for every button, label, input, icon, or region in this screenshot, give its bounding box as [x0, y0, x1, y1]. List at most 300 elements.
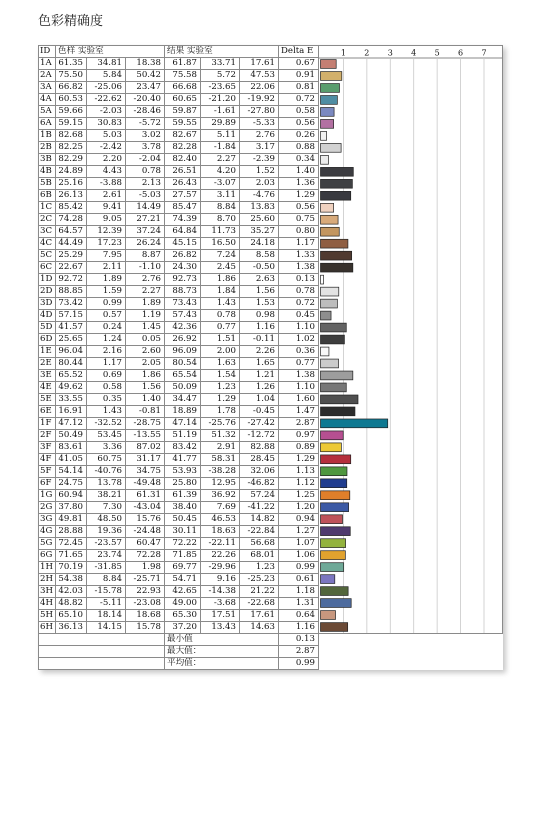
result-b: -12.72 [239, 430, 278, 442]
sample-l: 65.10 [55, 610, 86, 622]
delta-e-value: 0.64 [278, 610, 318, 622]
sample-a: 17.23 [86, 238, 125, 250]
bar-2G [320, 503, 348, 512]
result-l: 65.30 [164, 610, 200, 622]
result-a: 0.77 [200, 322, 239, 334]
row-id: 1D [39, 274, 56, 286]
sample-l: 57.15 [55, 310, 86, 322]
sample-a: 5.84 [86, 70, 125, 82]
result-l: 38.40 [164, 502, 200, 514]
summary-value: 2.87 [278, 646, 318, 658]
sample-l: 59.66 [55, 106, 86, 118]
delta-e-value: 1.02 [278, 334, 318, 346]
result-l: 64.84 [164, 226, 200, 238]
result-a: 5.72 [200, 70, 239, 82]
result-a: 4.20 [200, 166, 239, 178]
result-l: 71.85 [164, 550, 200, 562]
sample-b: -2.04 [125, 154, 164, 166]
sample-a: 7.95 [86, 250, 125, 262]
bar-4F [320, 455, 350, 464]
result-l: 41.77 [164, 454, 200, 466]
sample-b: 2.76 [125, 274, 164, 286]
result-b: 13.83 [239, 202, 278, 214]
bar-5E [320, 395, 357, 404]
sample-l: 96.04 [55, 346, 86, 358]
sample-l: 88.85 [55, 286, 86, 298]
bar-4C [320, 239, 347, 248]
sample-l: 71.65 [55, 550, 86, 562]
sample-b: 1.56 [125, 382, 164, 394]
bar-6A [320, 119, 333, 128]
result-a: 9.16 [200, 574, 239, 586]
sample-a: 2.16 [86, 346, 125, 358]
sample-b: -1.10 [125, 262, 164, 274]
result-b: -27.80 [239, 106, 278, 118]
result-a: 17.51 [200, 610, 239, 622]
row-id: 5F [39, 466, 56, 478]
result-b: 2.03 [239, 178, 278, 190]
sample-l: 41.05 [55, 454, 86, 466]
sample-a: 1.17 [86, 358, 125, 370]
bar-5C [320, 251, 351, 260]
sample-b: -23.08 [125, 598, 164, 610]
sample-a: 0.24 [86, 322, 125, 334]
bar-3D [320, 299, 337, 308]
sample-b: 2.13 [125, 178, 164, 190]
sample-l: 60.53 [55, 94, 86, 106]
sample-a: 53.45 [86, 430, 125, 442]
bar-6C [320, 263, 352, 272]
sample-a: 1.24 [86, 334, 125, 346]
result-a: 1.54 [200, 370, 239, 382]
result-b: -25.23 [239, 574, 278, 586]
sample-b: 1.89 [125, 298, 164, 310]
delta-e-value: 1.40 [278, 166, 318, 178]
result-a: 1.86 [200, 274, 239, 286]
delta-e-value: 0.77 [278, 358, 318, 370]
sample-a: 2.61 [86, 190, 125, 202]
delta-e-value: 1.16 [278, 622, 318, 634]
sample-a: -15.78 [86, 586, 125, 598]
row-id: 1C [39, 202, 56, 214]
sample-a: -2.42 [86, 142, 125, 154]
summary-spacer [39, 634, 165, 646]
summary-row [39, 658, 503, 670]
result-b: -0.45 [239, 406, 278, 418]
sample-b: -25.71 [125, 574, 164, 586]
sample-a: 60.75 [86, 454, 125, 466]
delta-e-bar-chart [319, 46, 502, 633]
row-id: 3H [39, 586, 56, 598]
bar-2C [320, 215, 338, 224]
sample-l: 92.72 [55, 274, 86, 286]
result-l: 54.71 [164, 574, 200, 586]
bar-4B [320, 167, 353, 176]
result-a: 1.63 [200, 358, 239, 370]
bar-2A [320, 72, 341, 81]
sample-l: 24.89 [55, 166, 86, 178]
delta-e-chart-cell [318, 46, 502, 634]
row-id: 2B [39, 142, 56, 154]
result-a: 1.84 [200, 286, 239, 298]
sample-b: -24.48 [125, 526, 164, 538]
sample-a: 34.81 [86, 58, 125, 70]
row-id: 1G [39, 490, 56, 502]
sample-a: 14.15 [86, 622, 125, 634]
result-l: 37.20 [164, 622, 200, 634]
result-l: 82.40 [164, 154, 200, 166]
delta-e-value: 1.38 [278, 262, 318, 274]
row-id: 5G [39, 538, 56, 550]
result-l: 34.47 [164, 394, 200, 406]
sample-b: 72.28 [125, 550, 164, 562]
sample-l: 75.50 [55, 70, 86, 82]
result-b: -27.42 [239, 418, 278, 430]
result-a: 1.78 [200, 406, 239, 418]
sample-b: 23.47 [125, 82, 164, 94]
sample-a: 18.14 [86, 610, 125, 622]
delta-e-value: 1.10 [278, 382, 318, 394]
result-b: 25.60 [239, 214, 278, 226]
result-l: 27.57 [164, 190, 200, 202]
sample-l: 61.35 [55, 58, 86, 70]
result-l: 42.36 [164, 322, 200, 334]
row-id: 3A [39, 82, 56, 94]
summary-value: 0.99 [278, 658, 318, 670]
sample-l: 72.45 [55, 538, 86, 550]
row-id: 6H [39, 622, 56, 634]
delta-e-value: 0.34 [278, 154, 318, 166]
result-l: 18.89 [164, 406, 200, 418]
row-id: 4G [39, 526, 56, 538]
header-id: ID [39, 46, 56, 58]
result-b: -22.68 [239, 598, 278, 610]
sample-a: 0.35 [86, 394, 125, 406]
result-l: 57.43 [164, 310, 200, 322]
result-b: -0.11 [239, 334, 278, 346]
result-a: 2.45 [200, 262, 239, 274]
result-l: 50.45 [164, 514, 200, 526]
result-l: 59.87 [164, 106, 200, 118]
sample-b: 2.05 [125, 358, 164, 370]
sample-b: 1.45 [125, 322, 164, 334]
bar-6D [320, 335, 344, 344]
row-id: 5C [39, 250, 56, 262]
sample-a: 30.83 [86, 118, 125, 130]
row-id: 5A [39, 106, 56, 118]
summary-label: 最大值： [164, 646, 278, 658]
x-tick-label: 1 [340, 48, 346, 58]
sample-l: 49.81 [55, 514, 86, 526]
result-b: 1.16 [239, 322, 278, 334]
sample-l: 85.42 [55, 202, 86, 214]
bar-3B [320, 155, 328, 164]
summary-chart-spacer [318, 646, 502, 658]
delta-e-value: 1.17 [278, 238, 318, 250]
row-id: 4C [39, 238, 56, 250]
sample-a: 48.50 [86, 514, 125, 526]
sample-l: 64.57 [55, 226, 86, 238]
x-tick-label: 7 [481, 48, 487, 58]
bar-5D [320, 323, 346, 332]
sample-l: 41.57 [55, 322, 86, 334]
sample-b: -0.81 [125, 406, 164, 418]
x-tick-label: 6 [457, 48, 464, 58]
bar-2F [320, 431, 343, 440]
result-l: 85.47 [164, 202, 200, 214]
result-a: 8.84 [200, 202, 239, 214]
sample-b: -5.72 [125, 118, 164, 130]
sample-a: 0.58 [86, 382, 125, 394]
sample-l: 25.29 [55, 250, 86, 262]
row-id: 4E [39, 382, 56, 394]
x-tick-label: 4 [411, 48, 417, 58]
result-b: 57.24 [239, 490, 278, 502]
sample-l: 82.29 [55, 154, 86, 166]
delta-e-value: 0.45 [278, 310, 318, 322]
result-b: 1.21 [239, 370, 278, 382]
row-id: 6B [39, 190, 56, 202]
sample-a: 1.89 [86, 274, 125, 286]
result-l: 75.58 [164, 70, 200, 82]
result-l: 45.15 [164, 238, 200, 250]
result-b: 22.06 [239, 82, 278, 94]
sample-l: 50.49 [55, 430, 86, 442]
sample-l: 16.91 [55, 406, 86, 418]
sample-a: 9.05 [86, 214, 125, 226]
result-b: 2.26 [239, 346, 278, 358]
result-b: 1.04 [239, 394, 278, 406]
result-b: 2.63 [239, 274, 278, 286]
row-id: 6F [39, 478, 56, 490]
delta-e-value: 1.31 [278, 598, 318, 610]
delta-e-value: 1.29 [278, 190, 318, 202]
result-l: 26.92 [164, 334, 200, 346]
result-l: 26.51 [164, 166, 200, 178]
sample-l: 66.82 [55, 82, 86, 94]
sample-b: 15.76 [125, 514, 164, 526]
sample-a: 0.57 [86, 310, 125, 322]
row-id: 5H [39, 610, 56, 622]
result-a: -23.65 [200, 82, 239, 94]
delta-e-value: 1.18 [278, 586, 318, 598]
bar-1A [320, 60, 336, 69]
result-a: 29.89 [200, 118, 239, 130]
result-l: 92.73 [164, 274, 200, 286]
result-b: 1.52 [239, 166, 278, 178]
bar-2B [320, 143, 341, 152]
result-b: 68.01 [239, 550, 278, 562]
result-a: -3.07 [200, 178, 239, 190]
delta-e-value: 1.36 [278, 178, 318, 190]
result-a: -14.38 [200, 586, 239, 598]
sample-a: -22.62 [86, 94, 125, 106]
delta-e-value: 1.27 [278, 526, 318, 538]
sample-a: 9.41 [86, 202, 125, 214]
page-title: 色彩精确度 [38, 14, 104, 29]
summary-chart-spacer [318, 634, 502, 646]
result-b: -19.92 [239, 94, 278, 106]
result-b: -22.84 [239, 526, 278, 538]
sample-l: 44.49 [55, 238, 86, 250]
sample-l: 54.14 [55, 466, 86, 478]
row-id: 4A [39, 94, 56, 106]
result-b: 3.17 [239, 142, 278, 154]
result-l: 61.87 [164, 58, 200, 70]
bar-5B [320, 179, 352, 188]
bar-5A [320, 108, 334, 117]
sample-b: 37.24 [125, 226, 164, 238]
result-a: 13.43 [200, 622, 239, 634]
result-b: 21.22 [239, 586, 278, 598]
result-a: 33.71 [200, 58, 239, 70]
result-a: 7.69 [200, 502, 239, 514]
delta-e-value: 0.72 [278, 94, 318, 106]
row-id: 6D [39, 334, 56, 346]
sample-l: 65.52 [55, 370, 86, 382]
sample-b: 0.78 [125, 166, 164, 178]
bar-5G [320, 539, 345, 548]
result-b: 1.65 [239, 358, 278, 370]
row-id: 1H [39, 562, 56, 574]
sample-a: 0.69 [86, 370, 125, 382]
row-id: 3D [39, 298, 56, 310]
sample-b: 34.75 [125, 466, 164, 478]
sample-l: 36.13 [55, 622, 86, 634]
delta-e-value: 1.20 [278, 502, 318, 514]
sample-a: 7.30 [86, 502, 125, 514]
sample-b: 26.24 [125, 238, 164, 250]
row-id: 2F [39, 430, 56, 442]
row-id: 2H [39, 574, 56, 586]
sample-l: 24.75 [55, 478, 86, 490]
result-l: 60.65 [164, 94, 200, 106]
result-l: 30.11 [164, 526, 200, 538]
result-l: 26.82 [164, 250, 200, 262]
result-b: 1.53 [239, 298, 278, 310]
result-l: 80.54 [164, 358, 200, 370]
sample-a: -3.88 [86, 178, 125, 190]
bar-1B [320, 131, 326, 140]
row-id: 2C [39, 214, 56, 226]
row-id: 5E [39, 394, 56, 406]
result-b: 1.26 [239, 382, 278, 394]
result-l: 49.00 [164, 598, 200, 610]
result-l: 83.42 [164, 442, 200, 454]
result-a: -1.84 [200, 142, 239, 154]
sample-a: -31.85 [86, 562, 125, 574]
row-id: 4B [39, 166, 56, 178]
delta-e-value: 1.33 [278, 250, 318, 262]
result-l: 61.39 [164, 490, 200, 502]
sample-a: -23.57 [86, 538, 125, 550]
row-id: 2A [39, 70, 56, 82]
row-id: 4H [39, 598, 56, 610]
sample-a: 1.59 [86, 286, 125, 298]
result-a: -1.61 [200, 106, 239, 118]
sample-l: 28.88 [55, 526, 86, 538]
bar-3G [320, 515, 342, 524]
sample-l: 74.28 [55, 214, 86, 226]
sample-l: 33.55 [55, 394, 86, 406]
result-b: 28.45 [239, 454, 278, 466]
row-id: 2G [39, 502, 56, 514]
delta-e-value: 0.58 [278, 106, 318, 118]
delta-e-value: 0.88 [278, 142, 318, 154]
result-b: -2.39 [239, 154, 278, 166]
result-l: 74.39 [164, 214, 200, 226]
sample-a: 23.74 [86, 550, 125, 562]
sample-b: 31.17 [125, 454, 164, 466]
sample-b: 1.19 [125, 310, 164, 322]
result-l: 96.09 [164, 346, 200, 358]
row-id: 5B [39, 178, 56, 190]
sample-b: 87.02 [125, 442, 164, 454]
summary-spacer [39, 646, 165, 658]
result-l: 69.77 [164, 562, 200, 574]
sample-b: 14.49 [125, 202, 164, 214]
bar-3H [320, 587, 348, 596]
sample-l: 80.44 [55, 358, 86, 370]
delta-e-value: 0.81 [278, 82, 318, 94]
delta-e-value: 1.13 [278, 466, 318, 478]
delta-e-value: 0.78 [278, 286, 318, 298]
delta-e-value: 0.56 [278, 202, 318, 214]
result-a: -25.76 [200, 418, 239, 430]
bar-6G [320, 551, 345, 560]
result-a: 2.91 [200, 442, 239, 454]
row-id: 4F [39, 454, 56, 466]
sample-b: 27.21 [125, 214, 164, 226]
bar-3F [320, 443, 341, 452]
result-b: 56.68 [239, 538, 278, 550]
result-b: 17.61 [239, 58, 278, 70]
result-l: 88.73 [164, 286, 200, 298]
sample-l: 73.42 [55, 298, 86, 310]
result-b: 14.63 [239, 622, 278, 634]
result-a: -29.96 [200, 562, 239, 574]
bar-4G [320, 527, 350, 536]
bar-5F [320, 467, 346, 476]
delta-e-value: 0.26 [278, 130, 318, 142]
result-l: 25.80 [164, 478, 200, 490]
result-b: 35.27 [239, 226, 278, 238]
result-l: 73.43 [164, 298, 200, 310]
sample-a: 2.11 [86, 262, 125, 274]
bar-1F [320, 419, 387, 428]
sample-l: 70.19 [55, 562, 86, 574]
result-b: 0.98 [239, 310, 278, 322]
summary-row [39, 646, 503, 658]
sample-b: 50.42 [125, 70, 164, 82]
result-a: 5.11 [200, 130, 239, 142]
sample-b: 0.05 [125, 334, 164, 346]
row-id: 3B [39, 154, 56, 166]
result-b: -0.50 [239, 262, 278, 274]
sample-b: -20.40 [125, 94, 164, 106]
bar-6E [320, 407, 354, 416]
delta-e-value: 1.10 [278, 322, 318, 334]
row-id: 2E [39, 358, 56, 370]
bar-4D [320, 311, 331, 320]
sample-l: 48.82 [55, 598, 86, 610]
result-a: -3.68 [200, 598, 239, 610]
sample-a: 3.36 [86, 442, 125, 454]
sample-a: 0.99 [86, 298, 125, 310]
summary-label: 平均值： [164, 658, 278, 670]
sample-b: 2.60 [125, 346, 164, 358]
sample-b: -28.75 [125, 418, 164, 430]
